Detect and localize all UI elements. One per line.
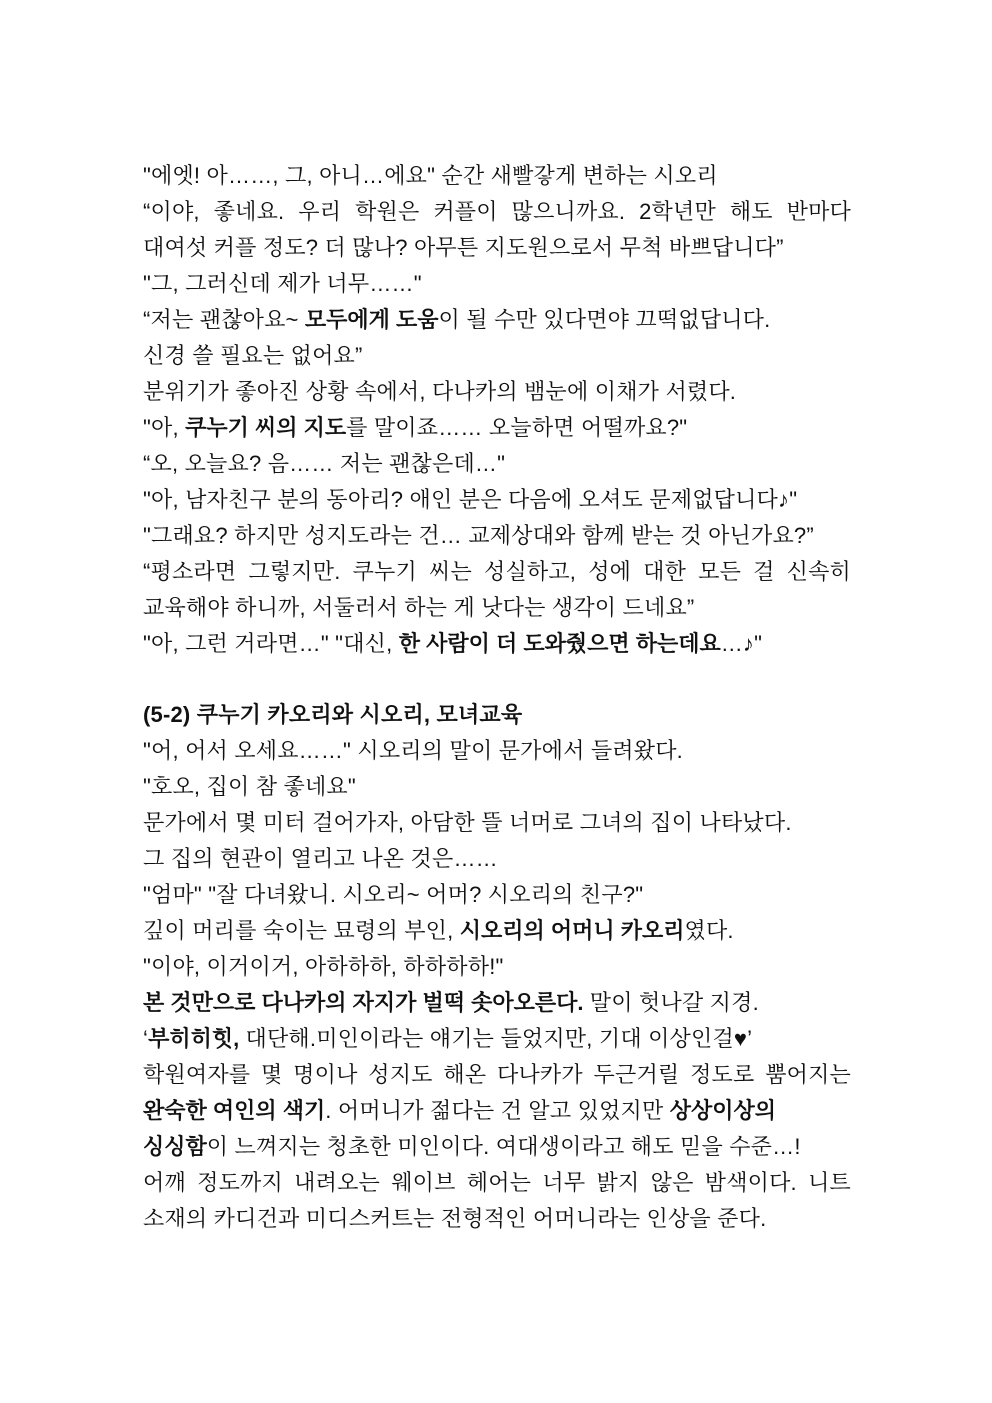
text-line — [143, 158, 718, 194]
text-segment: 분위기가 좋아진 상황 속에서, 다나카의 뱀눈에 이채가 서렸다. — [143, 379, 737, 404]
text-segment: "에엣! 아……, 그, 아니…에요" 순간 새빨갛게 변하는 시오리 — [143, 163, 718, 188]
text-segment: 말이 헛나갈 지경. — [583, 990, 759, 1015]
text-line — [143, 805, 792, 841]
text-line — [143, 1201, 766, 1237]
section-heading: (5-2) 쿠누기 카오리와 시오리, 모녀교육 — [143, 702, 523, 727]
bold-text: 부히히힛, — [148, 1026, 240, 1051]
text-segment: 소재의 카디건과 미디스커트는 전형적인 어머니라는 인상을 준다. — [143, 1206, 767, 1231]
bold-text: 싱싱함 — [143, 1134, 207, 1159]
text-line — [143, 733, 683, 769]
text-segment: 어깨 정도까지 내려오는 웨이브 헤어는 너무 밝지 않은 밤색이다. 니트 — [143, 1170, 851, 1195]
text-segment: 신경 쓸 필요는 없어요” — [143, 343, 363, 368]
text-line — [143, 554, 851, 590]
text-segment: 깊이 머리를 숙이는 묘령의 부인, — [143, 918, 460, 943]
text-line — [143, 230, 784, 266]
text-line — [143, 194, 851, 230]
text-line — [143, 590, 694, 626]
text-line — [143, 446, 505, 482]
text-line — [143, 877, 643, 913]
text-segment: “오, 오늘요? 음…… 저는 괜찮은데…" — [143, 451, 506, 476]
text-segment: "아, 남자친구 분의 동아리? 애인 분은 다음에 오셔도 문제없답니다♪" — [143, 487, 798, 512]
text-segment: “저는 괜찮아요~ — [143, 307, 305, 332]
text-segment: “이야, 좋네요. 우리 학원은 커플이 많으니까요. 2학년만 해도 반마다 — [143, 199, 851, 224]
text-segment: "호오, 집이 참 좋네요" — [143, 774, 356, 799]
text-segment: "아, 그런 거라면…" "대신, — [143, 631, 399, 656]
text-line — [143, 338, 363, 374]
text-segment: “평소라면 그렇지만. 쿠누기 씨는 성실하고, 성에 대한 모든 걸 신속히 — [143, 559, 851, 584]
bold-text: 상상이상의 — [669, 1098, 777, 1123]
text-segment: 를 말이죠…… 오늘하면 어떨까요?" — [346, 415, 688, 440]
text-segment: . 어머니가 젊다는 건 알고 있었지만 — [325, 1098, 670, 1123]
text-line — [143, 1021, 752, 1057]
text-line — [143, 913, 734, 949]
text-segment: …♪" — [720, 631, 763, 656]
text-line — [143, 518, 814, 554]
text-line — [143, 302, 770, 338]
text-segment: "아, — [143, 415, 186, 440]
text-line — [143, 1165, 851, 1201]
text-line — [143, 374, 736, 410]
text-segment: 교육해야 하니까, 서둘러서 하는 게 낫다는 생각이 드네요” — [143, 595, 695, 620]
text-line — [143, 1057, 851, 1093]
bold-text: 한 사람이 더 도와줬으면 하는데요 — [398, 631, 721, 656]
text-line — [143, 769, 356, 805]
text-line — [143, 985, 759, 1021]
text-line — [143, 266, 422, 302]
text-segment: 이 느껴지는 청초한 미인이다. 여대생이라고 해도 믿을 수준…! — [206, 1134, 801, 1159]
bold-text: 시오리의 어머니 카오리 — [459, 918, 685, 943]
text-line — [143, 949, 504, 985]
text-segment: "이야, 이거이거, 아하하하, 하하하하!" — [143, 954, 504, 979]
bold-text: 모두에게 도움 — [304, 307, 439, 332]
text-line — [143, 1129, 801, 1165]
text-segment: 였다. — [684, 918, 734, 943]
text-segment: 이 될 수만 있다면야 끄떡없답니다. — [438, 307, 771, 332]
text-segment: 그 집의 현관이 열리고 나온 것은…… — [143, 846, 498, 871]
text-segment: "엄마" "잘 다녀왔니. 시오리~ 어머? 시오리의 친구?" — [143, 882, 644, 907]
bold-text: 쿠누기 씨의 지도 — [185, 415, 347, 440]
text-segment: "그래요? 하지만 성지도라는 건… 교제상대와 함께 받는 것 아닌가요?” — [143, 523, 814, 548]
text-line — [143, 410, 687, 446]
text-segment: 대여섯 커플 정도? 더 많나? 아무튼 지도원으로서 무척 바쁘답니다” — [143, 235, 784, 260]
text-segment: 문가에서 몇 미터 걸어가자, 아담한 뜰 너머로 그녀의 집이 나타났다. — [143, 810, 792, 835]
text-segment: 학원여자를 몇 명이나 성지도 해온 다나카가 두근거릴 정도로 뿜어지는 — [143, 1062, 851, 1087]
text-segment: 대단해.미인이라는 얘기는 들었지만, 기대 이상인걸♥’ — [239, 1026, 753, 1051]
text-line — [143, 482, 797, 518]
text-segment: "그, 그러신데 제가 너무……" — [143, 271, 422, 296]
text-segment: ‘ — [143, 1026, 149, 1051]
text-line — [143, 626, 762, 662]
text-line — [143, 841, 498, 877]
bold-text: 완숙한 여인의 색기 — [143, 1098, 326, 1123]
text-segment: "어, 어서 오세요……" 시오리의 말이 문가에서 들려왔다. — [143, 738, 683, 763]
bold-text: 본 것만으로 다나카의 자지가 벌떡 솟아오른다. — [143, 990, 584, 1015]
text-line — [143, 1093, 776, 1129]
